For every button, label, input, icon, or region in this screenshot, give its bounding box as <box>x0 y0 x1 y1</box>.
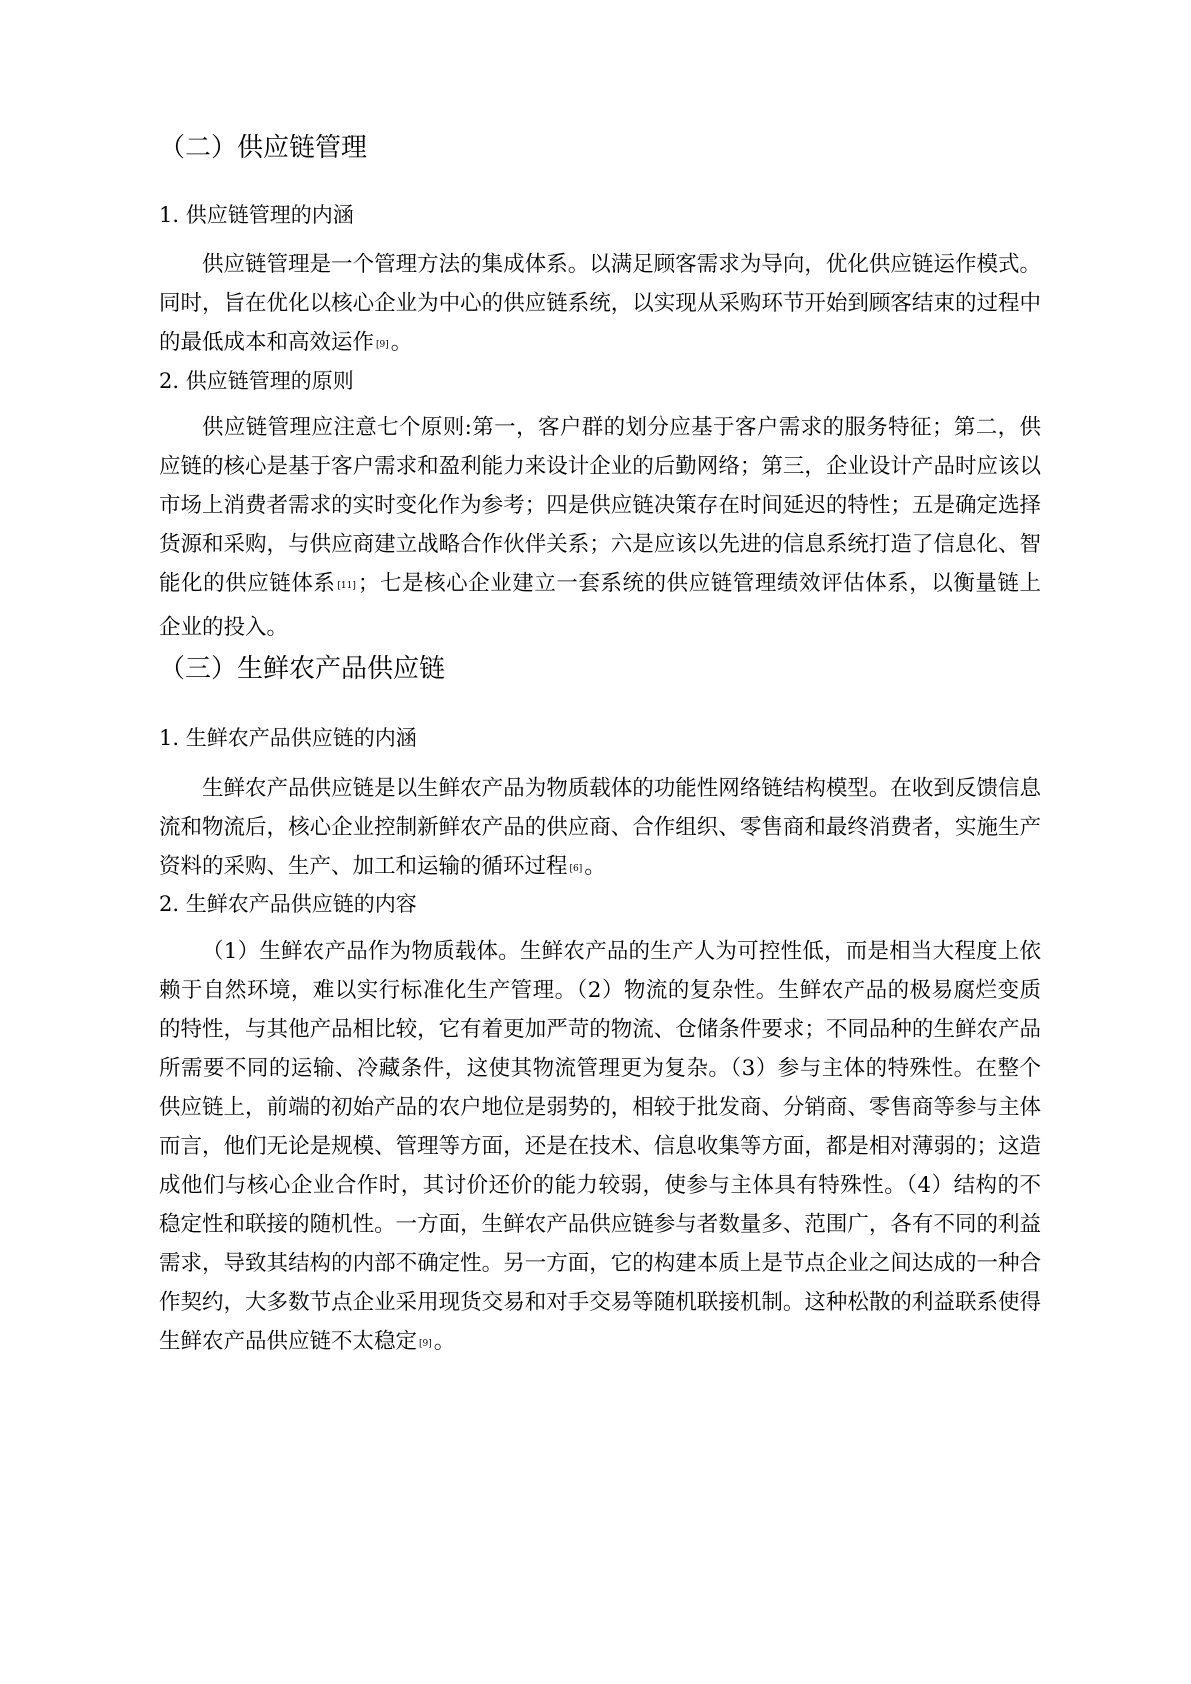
paragraph-text: （1）生鲜农产品作为物质载体。生鲜农产品的生产人为可控性低，而是相当大程度上依赖于自然环境，难以实行标准化生产管理。（2）物流的复杂性。生鲜农产品的极易腐烂变质的特性，与其他产品相比较，它有着更加严苛的物流、仓储条件要求；不同品种的生鲜农产品所需要不同的运输、冷藏条件，这使其物流管理更为复杂。（3）参与主体的特殊性。在整个供应链上，前端的初始产品的农户地位是弱势的，相较于批发商、分销商、零售商等参与主体而言，他们无论是规模、管理等方面，还是在技术、信息收集等方面，都是相对薄弱的；这造成他们与核心企业合作时，其讨价还价的能力较弱，使参与主体具有特殊性。（4）结构的不稳定性和联接的随机性。一方面，生鲜农产品供应链参与者数量多、范围广，各有不同的利益需求，导致其结构的内部不确定性。另一方面，它的构建本质上是节点企业之间达成的一种合作契约，大多数节点企业采用现货交易和对手交易等随机联接机制。这种松散的利益联系使得生鲜农产品供应链不太稳定 <box>159 939 1041 1354</box>
citation-ref: [9] <box>376 340 389 350</box>
subsection-title-fresh-content: 2. 生鲜农产品供应链的内容 <box>159 892 417 916</box>
paragraph-tail: ；七是核心企业建立一套系统的供应链管理绩效评估体系，以衡量链上企业的投入。 <box>159 571 1041 640</box>
citation-ref: [6] <box>569 864 583 874</box>
paragraph-principles <box>159 408 1041 647</box>
subsection-title-connotation: 1. 供应链管理的内涵 <box>159 203 354 227</box>
paragraph-text: 供应链管理是一个管理方法的集成体系。以满足顾客需求为导向，优化供应链运作模式。同时，旨在优化以核心企业为中心的供应链系统，以实现从采购环节开始到顾客结束的过程中的最低成本和高效运作 <box>159 252 1041 355</box>
paragraph-text: 生鲜农产品供应链是以生鲜农产品为物质载体的功能性网络链结构模型。在收到反馈信息流和物流后，核心企业控制新鲜农产品的供应商、合作组织、零售商和最终消费者，实施生产资料的采购、生产、加工和运输的循环过程 <box>159 776 1041 879</box>
paragraph-tail: 。 <box>433 1329 456 1354</box>
paragraph-fresh-connotation <box>159 769 1041 891</box>
section-heading-supply-chain-management: （二）供应链管理 <box>159 133 368 163</box>
paragraph-fresh-content <box>159 932 1041 1366</box>
paragraph-connotation <box>159 245 1041 367</box>
paragraph-text: 供应链管理应注意七个原则:第一，客户群的划分应基于客户需求的服务特征；第二，供应链的核心是基于客户需求和盈利能力来设计企业的后勤网络；第三，企业设计产品时应该以市场上消费者需求的实时变化作为参考；四是供应链决策存在时间延迟的特性；五是确定选择货源和采购，与供应商建立战略合作伙伴关系；六是应该以先进的信息系统打造了信息化、智能化的供应链体系 <box>159 415 1041 596</box>
paragraph-tail: 。 <box>584 854 606 879</box>
citation-ref: [11] <box>337 581 356 591</box>
paragraph-tail: 。 <box>390 330 413 355</box>
subsection-title-fresh-connotation: 1. 生鲜农产品供应链的内涵 <box>159 726 417 750</box>
section-heading-fresh-produce-supply-chain: （三）生鲜农产品供应链 <box>159 654 446 684</box>
subsection-title-principles: 2. 供应链管理的原则 <box>159 369 354 393</box>
citation-ref: [9] <box>419 1339 432 1349</box>
